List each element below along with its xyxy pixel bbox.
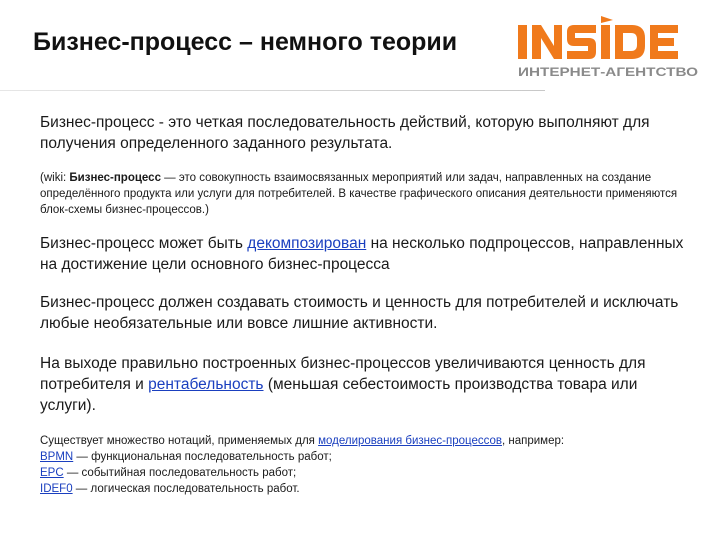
notations-block [40,433,695,497]
epc-link[interactable]: EPC [40,467,64,479]
value-paragraph: Бизнес-процесс должен создавать стоимость и ценность для потребителей и исключать любые необязательные или вовсе лишние активности. [40,294,679,332]
profitability-text-before: На выходе правильно построенных бизнес-процессов увеличиваются ценность для потребителя и [40,355,646,393]
modeling-link[interactable]: моделирования бизнес-процессов [318,435,502,447]
inside-logo [516,14,702,80]
notations-intro-after: , например: [501,435,565,447]
notation-item-epc [40,465,695,481]
notations-intro-before: Существует множество нотаций, применяемых для [40,435,319,447]
idef0-link[interactable]: IDEF0 [40,483,73,495]
wiki-prefix: (wiki: [40,172,70,184]
profitability-paragraph [40,353,695,416]
wiki-paragraph [40,170,695,218]
notation-item-idef0 [40,481,695,497]
notations-intro [40,433,695,449]
idef0-description: — логическая последовательность работ. [72,483,300,495]
profitability-text-after: (меньшая себестоимость производства товара или услуги). [40,376,638,414]
decomposed-link[interactable]: декомпозирован [247,235,367,252]
notation-item-bpmn [40,449,695,465]
page-title: Бизнес-процесс – немного теории [33,28,458,56]
epc-description: — событийная последовательность работ; [63,467,297,479]
wiki-text: — это совокупность взаимосвязанных мероприятий или задач, направленных на создание определённого продукта или услуги для потребителей. В качестве графического описания деятельности применяются блок-схемы бизнес-процессов.) [40,172,678,216]
definition-paragraph: Бизнес-процесс - это четкая последовательность действий, которую выполняют для получения определенного заданного результата. [40,114,650,152]
wiki-term: Бизнес-процесс [69,172,161,184]
slide-content [40,112,695,497]
decomposition-text-after: на несколько подпроцессов, направленных на достижение цели основного бизнес-процесса [40,235,684,273]
title-divider [0,90,545,91]
bpmn-description: — функциональная последовательность работ; [73,451,332,463]
decomposition-paragraph [40,233,695,275]
logo-tagline: ИНТЕРНЕТ-АГЕНТСТВО [518,65,699,79]
decomposition-text-before: Бизнес-процесс может быть [40,235,248,252]
bpmn-link[interactable]: BPMN [40,451,74,463]
profitability-link[interactable]: рентабельность [148,376,264,393]
inside-logo-graphic [516,14,702,80]
